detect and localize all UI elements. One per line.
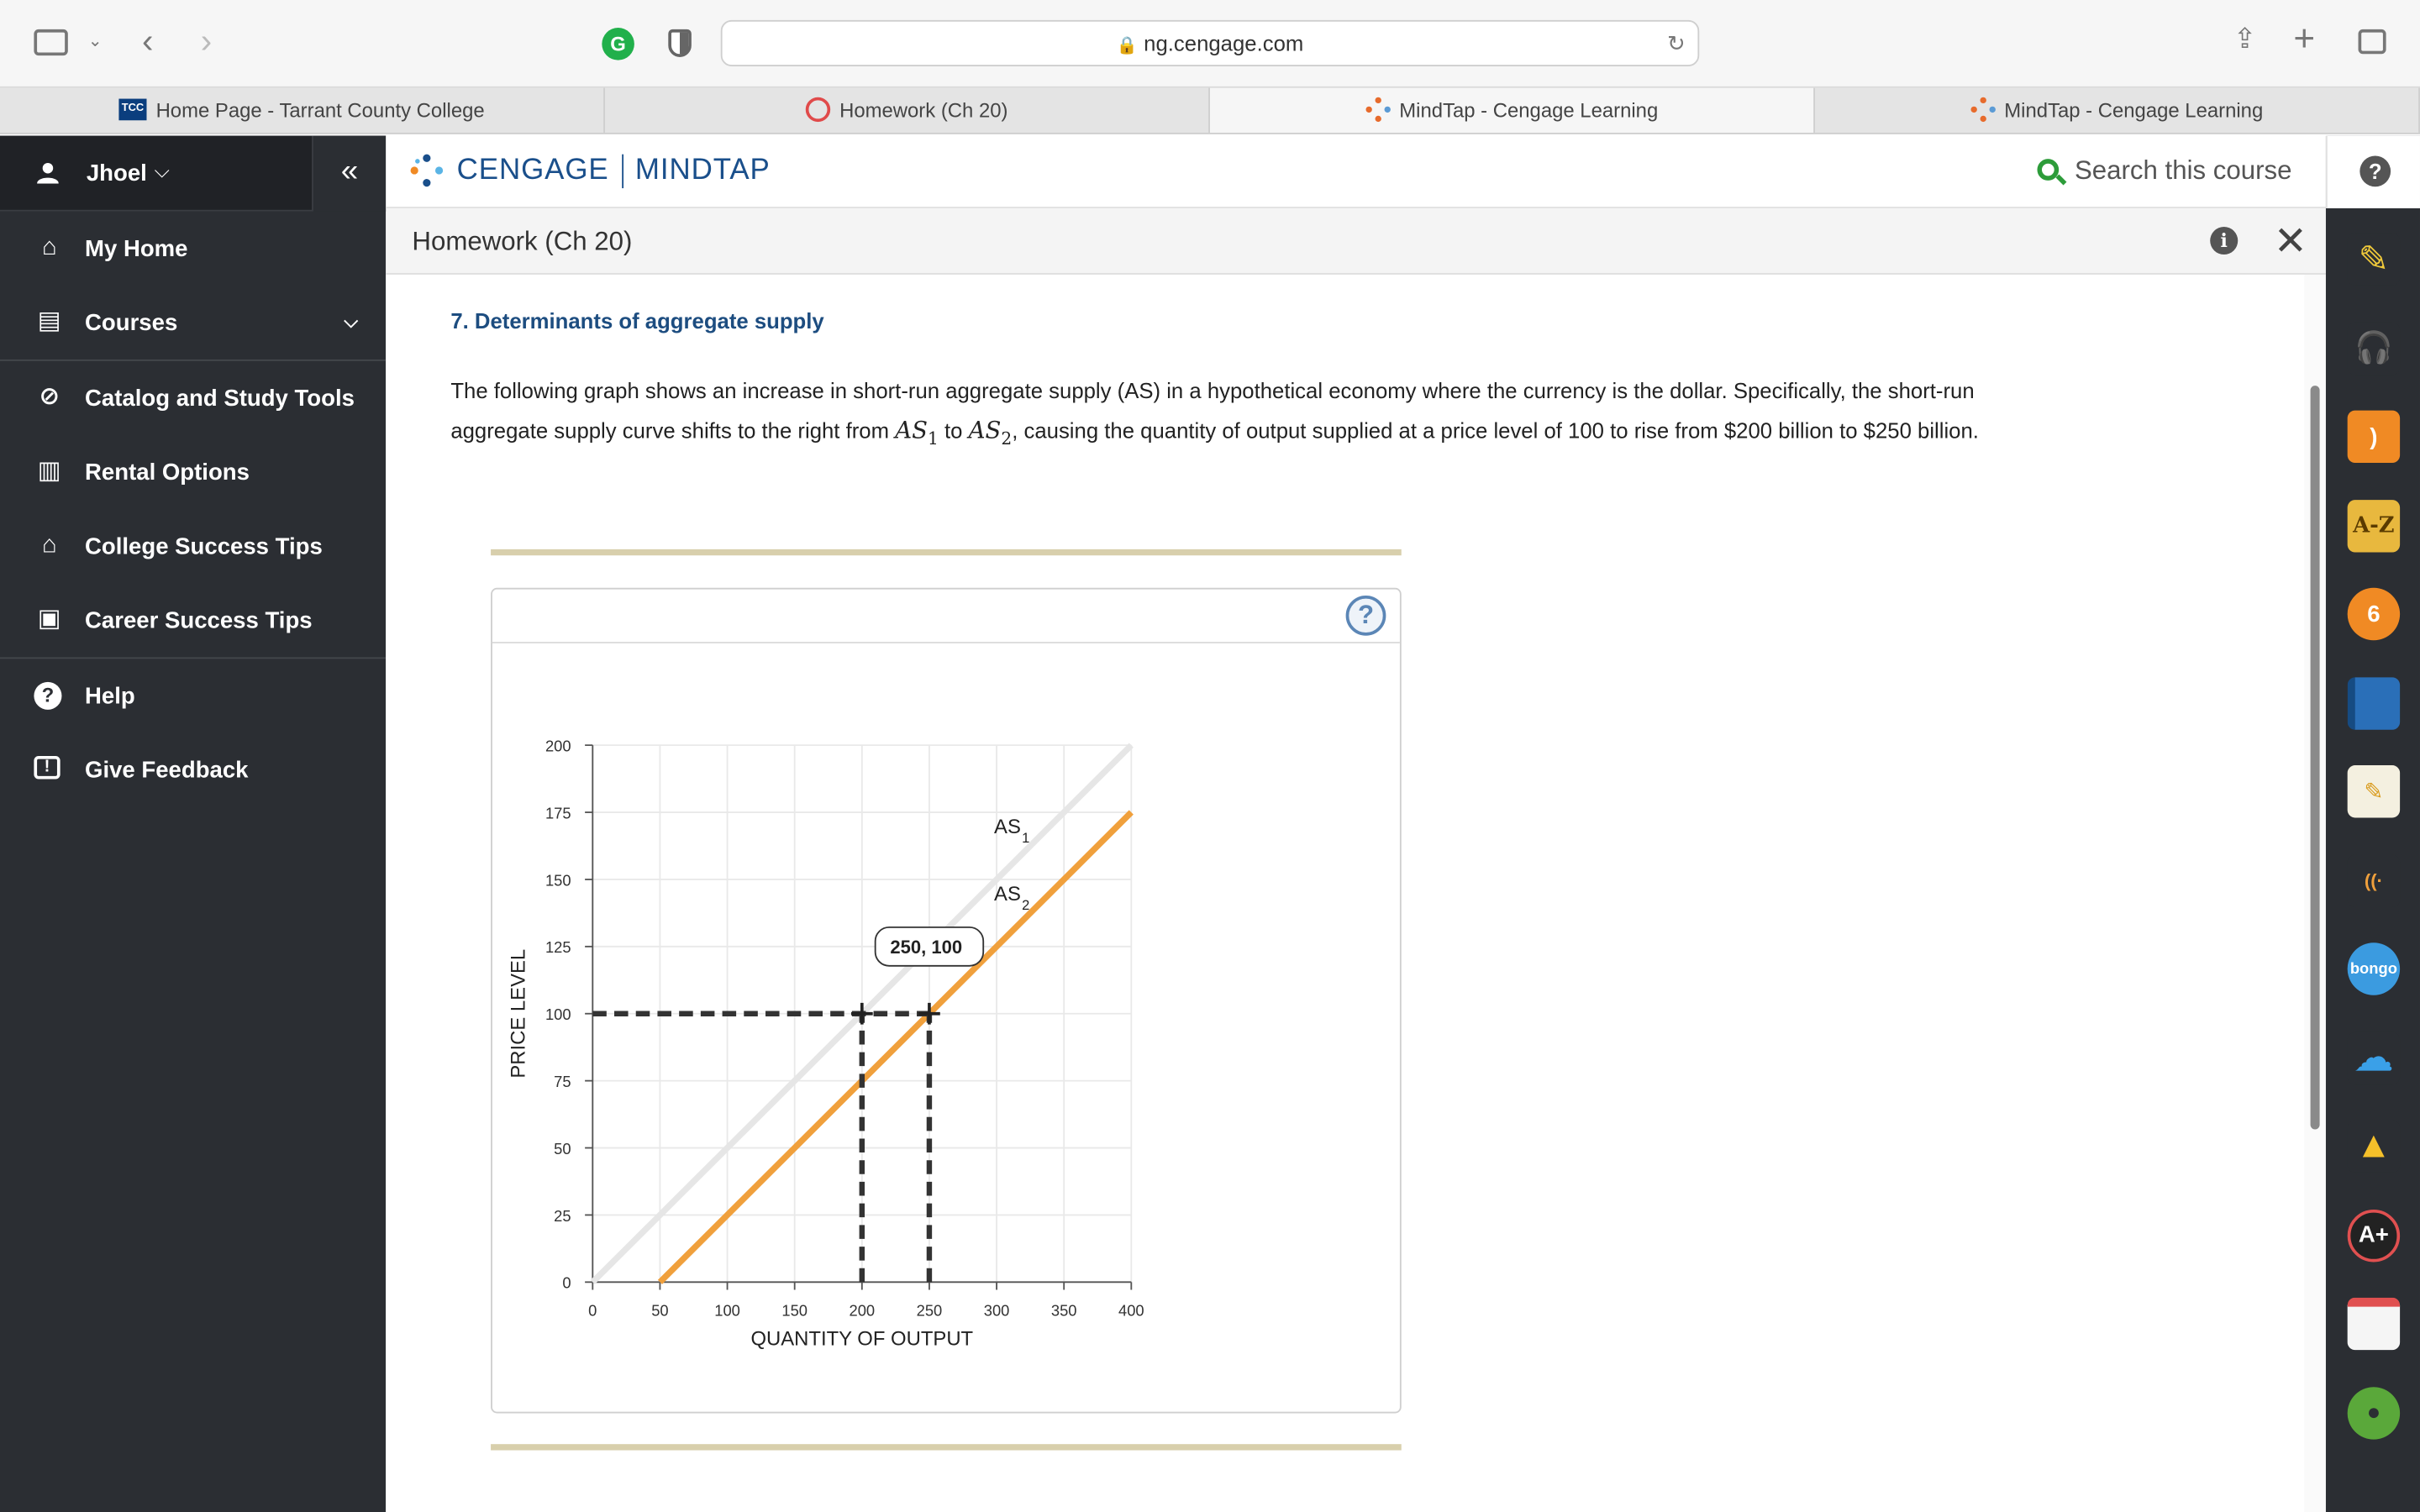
x-tick-label: 200 (849, 1301, 876, 1320)
headphones-icon[interactable]: 🎧 (2348, 322, 2400, 374)
graph-panel (491, 588, 1402, 1414)
app-dock (2326, 136, 2420, 1512)
sidebar-item-label: Courses (85, 309, 178, 336)
open-book-icon: ▥ (37, 458, 61, 485)
tab-label: MindTap - Cengage Learning (1399, 98, 1659, 123)
as1-sub: 1 (927, 428, 939, 449)
mindtap-favicon-icon (1365, 97, 1390, 122)
tab-label: Homework (Ch 20) (839, 98, 1008, 123)
search-placeholder: Search this course (2074, 155, 2292, 186)
tab-mindtap[interactable] (1815, 88, 2420, 133)
profile-icon[interactable]: ● (2348, 1386, 2400, 1438)
help-icon: ? (34, 682, 61, 710)
user-icon (37, 162, 59, 184)
privacy-shield-icon[interactable] (668, 29, 692, 57)
x-tick-label: 100 (714, 1301, 740, 1320)
close-icon[interactable]: ✕ (2273, 217, 2307, 265)
sidebar-item-college-tips[interactable] (0, 509, 386, 583)
url-text: ng.cengage.com (1144, 30, 1304, 56)
back-icon[interactable]: ‹ (141, 21, 154, 60)
graduation-cap-icon: ⌂ (41, 532, 57, 559)
activity-content (386, 275, 2304, 1512)
cengage-logo-icon (411, 155, 445, 188)
scrollbar-thumb[interactable] (2311, 386, 2320, 1129)
chevron-down-icon: ⌵ (344, 310, 359, 332)
graph-toolbar (492, 590, 1400, 643)
y-tick-label: 175 (544, 804, 571, 822)
cengage-6-icon[interactable]: 6 (2348, 588, 2400, 640)
activity-title: Homework (Ch 20) (412, 226, 633, 256)
course-search[interactable] (2038, 156, 2292, 187)
home-icon: ⌂ (41, 234, 57, 261)
pencil-icon[interactable]: ✎ (2348, 233, 2400, 285)
compass-icon: ⊘ (39, 384, 60, 411)
tab-mindtap-active[interactable] (1210, 88, 1815, 133)
dictionary-icon[interactable]: A-Z (2348, 499, 2400, 551)
series-label-sub-as1: 1 (1022, 830, 1030, 847)
graph-bottom-rule (491, 1444, 1402, 1450)
x-tick-label: 150 (781, 1301, 808, 1320)
tab-homework[interactable] (605, 88, 1210, 133)
question-text-before: The following graph shows an increase in short-run aggregate supply (AS) in a hypothetical economy where the currency is the dollar. Specifically, the short-run aggregate supply curve shifts to the right from (450, 377, 1975, 444)
x-axis-label: QUANTITY OF OUTPUT (750, 1327, 974, 1351)
chevron-down-icon[interactable]: ⌄ (87, 32, 103, 51)
onedrive-icon[interactable]: ☁ (2348, 1032, 2400, 1084)
sidebar-item-rental[interactable] (0, 435, 386, 509)
sidebar-item-catalog[interactable] (0, 361, 386, 435)
to-word: to (938, 417, 969, 444)
x-tick-label: 350 (1050, 1301, 1077, 1320)
x-tick-label: 0 (588, 1301, 597, 1320)
tab-overview-icon[interactable] (2359, 29, 2386, 54)
aplia-icon[interactable]: A+ (2348, 1209, 2400, 1261)
as1-text: AS (895, 416, 928, 444)
chevron-down-icon: ⌵ (154, 159, 170, 182)
grammarly-icon[interactable]: G (602, 28, 634, 60)
series-label-sub-as2: 2 (1022, 897, 1030, 914)
new-tab-icon[interactable]: + (2293, 18, 2316, 60)
question-text (450, 370, 1994, 460)
series-line-as2 (660, 812, 1131, 1282)
question-text-after: , causing the quantity of output supplied at a price level of 100 to rise from $200 billion to $250 billion. (1012, 417, 1979, 444)
tcc-favicon-icon: TCC (118, 99, 146, 121)
app-header (386, 136, 2326, 208)
graph-help-button[interactable]: ? (1346, 596, 1386, 636)
sidebar-item-courses[interactable] (0, 286, 386, 360)
reload-icon[interactable]: ↻ (1667, 30, 1686, 56)
as2-text: AS (968, 416, 1002, 444)
tab-tarrant-county[interactable] (0, 88, 605, 133)
mindtap-favicon-icon (1970, 97, 1995, 122)
address-bar[interactable] (721, 20, 1699, 66)
x-tick-label: 50 (651, 1301, 669, 1320)
sidebar-item-my-home[interactable] (0, 212, 386, 286)
tab-label: MindTap - Cengage Learning (2004, 98, 2264, 123)
briefcase-icon: ▣ (37, 606, 61, 633)
cengage-mindtap-logo[interactable] (411, 153, 771, 190)
lock-icon: 🔒 (1116, 37, 1138, 56)
search-icon (2038, 159, 2060, 181)
sidebar-item-label: Help (85, 682, 135, 709)
activity-header (386, 208, 2326, 275)
bongo-icon[interactable]: bongo (2348, 942, 2400, 995)
sidebar-item-feedback[interactable] (0, 732, 386, 806)
sidebar-item-label: My Home (85, 235, 188, 262)
y-tick-label: 100 (544, 1005, 571, 1024)
y-tick-label: 200 (544, 737, 571, 755)
sidebar-item-career-tips[interactable] (0, 583, 386, 657)
sidebar (0, 136, 386, 1512)
rss-icon[interactable]: ) (2348, 411, 2400, 463)
flashcards-icon[interactable] (2348, 1298, 2400, 1350)
x-tick-label: 250 (916, 1301, 943, 1320)
brand-divider (621, 155, 623, 188)
browser-toolbar (0, 0, 2420, 88)
series-label-as2: AS (994, 883, 1021, 906)
y-tick-label: 75 (554, 1072, 571, 1090)
y-tick-label: 50 (554, 1139, 571, 1158)
math-as1 (895, 416, 939, 449)
sidebar-item-label: Career Success Tips (85, 606, 313, 633)
brand-mindtap: MINDTAP (634, 154, 771, 187)
tab-strip (0, 88, 2420, 134)
annotation-label: 250, 100 (890, 937, 963, 958)
series-label-as1: AS (994, 816, 1021, 839)
sidebar-item-label: College Success Tips (85, 533, 323, 559)
help-icon: ? (2360, 156, 2391, 187)
share-icon[interactable]: ⇪ (2233, 23, 2257, 55)
user-name: Jhoel (86, 160, 147, 187)
sidebar-item-label: Catalog and Study Tools (85, 385, 355, 412)
cengage-red-favicon-icon (806, 97, 830, 122)
sidebar-toggle-icon[interactable] (34, 29, 67, 55)
question-title: 7. Determinants of aggregate supply (450, 308, 824, 333)
book-icon: ▤ (37, 308, 61, 335)
google-drive-icon[interactable]: ▲ (2348, 1120, 2400, 1172)
ebook-icon[interactable] (2348, 676, 2400, 728)
as2-sub: 2 (1001, 428, 1013, 449)
info-icon[interactable]: i (2210, 227, 2238, 255)
sidebar-item-label: Rental Options (85, 459, 250, 486)
y-tick-label: 25 (554, 1206, 571, 1225)
feedback-icon: ! (34, 756, 60, 780)
graph-top-rule (491, 549, 1402, 555)
y-tick-label: 125 (544, 938, 571, 957)
collapse-sidebar-button[interactable]: « (312, 136, 386, 212)
sidebar-item-label: Give Feedback (85, 756, 249, 784)
x-tick-label: 300 (983, 1301, 1010, 1320)
y-axis-label: PRICE LEVEL (507, 948, 530, 1079)
user-menu[interactable] (0, 136, 386, 212)
tab-label: Home Page - Tarrant County College (155, 98, 485, 123)
sidebar-item-help[interactable] (0, 659, 386, 732)
notes-icon[interactable]: ✎ (2348, 765, 2400, 817)
chart-svg (492, 645, 1400, 1414)
x-tick-label: 400 (1118, 1301, 1144, 1320)
readspeaker-icon[interactable]: ((· (2348, 854, 2400, 906)
math-as2 (968, 416, 1013, 449)
content-scrollbar[interactable] (2304, 275, 2326, 1512)
y-tick-label: 150 (544, 871, 571, 890)
forward-icon[interactable]: › (200, 21, 213, 60)
global-help[interactable] (2326, 136, 2420, 208)
brand-cengage: CENGAGE (456, 154, 609, 187)
y-tick-label: 0 (562, 1273, 571, 1292)
